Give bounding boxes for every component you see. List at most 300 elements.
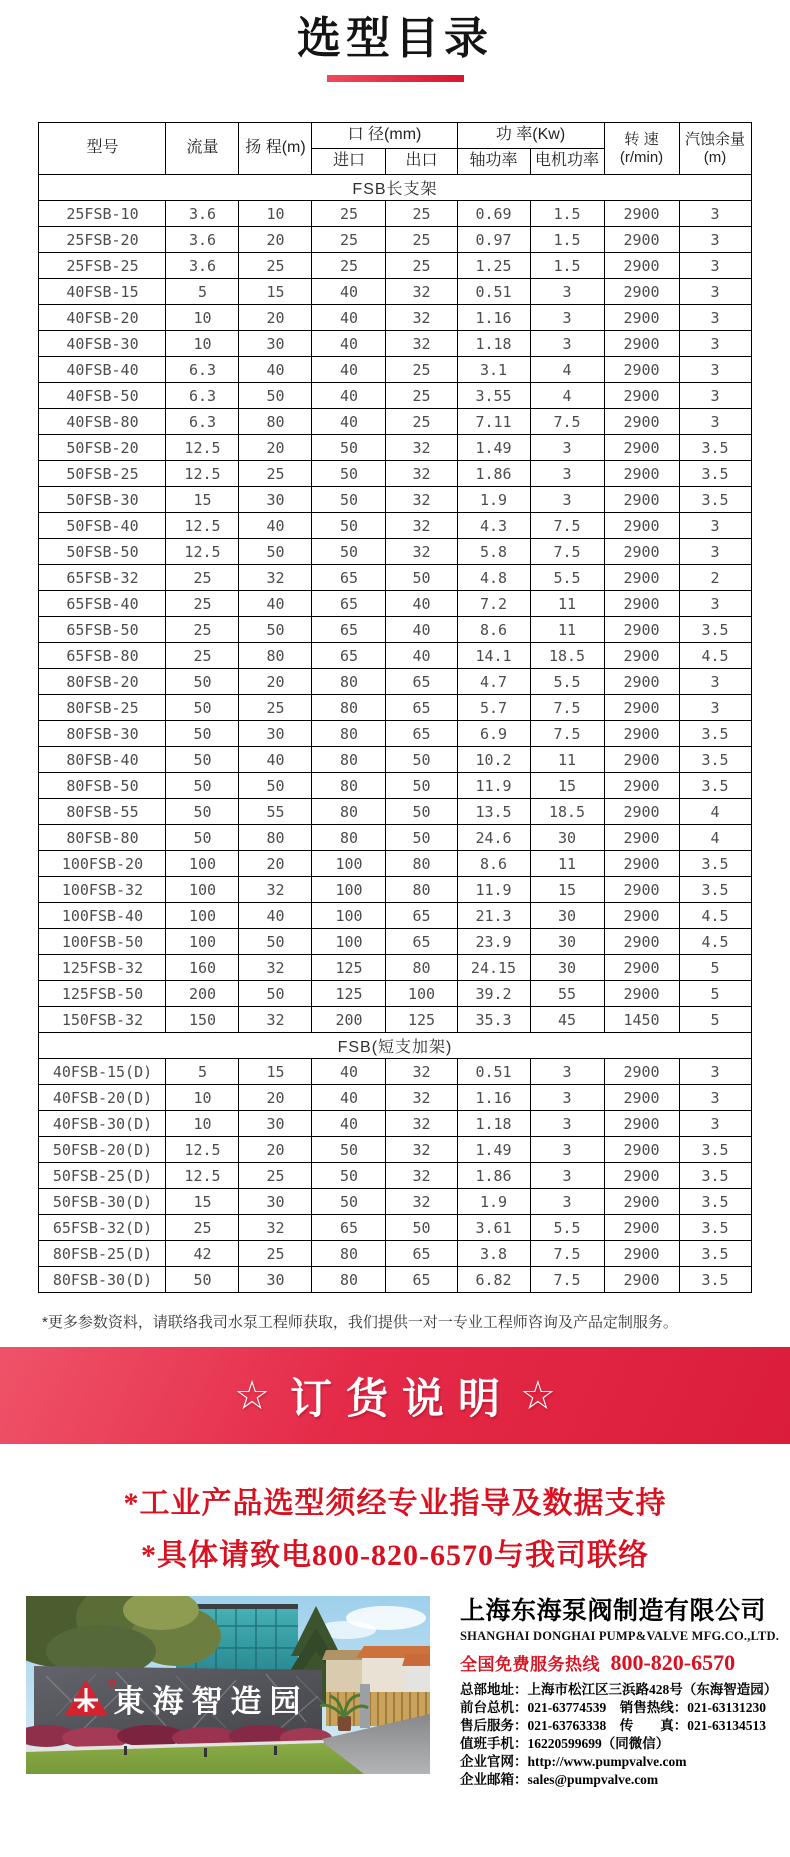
model-cell: 80FSB-25(D) [39,1241,166,1267]
value-cell: 50 [239,617,312,643]
value-cell: 3 [679,201,751,227]
value-cell: 40 [239,357,312,383]
value-cell: 3.1 [457,357,530,383]
model-cell: 65FSB-50 [39,617,166,643]
value-cell: 5 [679,981,751,1007]
value-cell: 2900 [604,929,679,955]
star-right-icon: ☆ [520,1373,556,1418]
model-cell: 100FSB-40 [39,903,166,929]
value-cell: 7.11 [457,409,530,435]
contact-line-mobile: 值班手机：16220599699（同微信） [460,1736,670,1751]
value-cell: 2900 [604,409,679,435]
value-cell: 10 [166,331,239,357]
contact-lines [460,1681,778,1789]
company-photo-illustration [26,1596,430,1774]
value-cell: 65 [386,721,457,747]
value-cell: 2900 [604,513,679,539]
value-cell: 50 [166,721,239,747]
value-cell: 25 [239,461,312,487]
value-cell: 3 [679,591,751,617]
value-cell: 80 [312,1241,386,1267]
value-cell: 80 [312,695,386,721]
value-cell: 4.5 [679,643,751,669]
value-cell: 2900 [604,1267,679,1293]
value-cell: 2900 [604,825,679,851]
value-cell: 3.55 [457,383,530,409]
value-cell: 7.5 [530,695,604,721]
value-cell: 100 [166,903,239,929]
model-cell: 80FSB-20 [39,669,166,695]
value-cell: 40 [312,1111,386,1137]
value-cell: 80 [312,1267,386,1293]
value-cell: 80 [312,773,386,799]
value-cell: 80 [386,877,457,903]
table-row [39,877,751,903]
value-cell: 3 [679,669,751,695]
value-cell: 80 [312,825,386,851]
value-cell: 1.49 [457,435,530,461]
value-cell: 3 [679,409,751,435]
value-cell: 7.5 [530,409,604,435]
value-cell: 1.16 [457,305,530,331]
value-cell: 20 [239,1137,312,1163]
value-cell: 40 [312,305,386,331]
value-cell: 1450 [604,1007,679,1033]
value-cell: 40 [239,591,312,617]
value-cell: 12.5 [166,1163,239,1189]
value-cell: 65 [312,565,386,591]
value-cell: 2900 [604,1241,679,1267]
value-cell: 1.49 [457,1137,530,1163]
value-cell: 1.5 [530,201,604,227]
value-cell: 100 [312,851,386,877]
value-cell: 40 [239,513,312,539]
value-cell: 2900 [604,851,679,877]
value-cell: 1.86 [457,1163,530,1189]
value-cell: 15 [166,487,239,513]
value-cell: 5 [166,279,239,305]
model-cell: 40FSB-15 [39,279,166,305]
table-row [39,279,751,305]
header-shaft-power: 轴功率 [457,149,530,175]
value-cell: 55 [530,981,604,1007]
value-cell: 0.51 [457,279,530,305]
value-cell: 1.18 [457,331,530,357]
value-cell: 2900 [604,903,679,929]
value-cell: 3 [679,695,751,721]
value-cell: 20 [239,851,312,877]
notice-line-1: *工业产品选型须经专业指导及数据支持 [123,1487,667,1520]
model-cell: 40FSB-20 [39,305,166,331]
table-row [39,409,751,435]
value-cell: 30 [239,1267,312,1293]
value-cell: 6.3 [166,409,239,435]
value-cell: 65 [312,617,386,643]
value-cell: 3 [530,1085,604,1111]
value-cell: 50 [166,773,239,799]
value-cell: 6.3 [166,383,239,409]
contact-line-phones-2: 售后服务：021-63763338 传 真：021-63134513 [460,1718,766,1733]
value-cell: 80 [239,643,312,669]
value-cell: 80 [239,409,312,435]
background-buildings [322,1646,430,1728]
value-cell: 2900 [604,227,679,253]
value-cell: 3.5 [679,461,751,487]
model-cell: 40FSB-15(D) [39,1059,166,1085]
value-cell: 80 [312,669,386,695]
model-cell: 100FSB-20 [39,851,166,877]
value-cell: 10 [166,1111,239,1137]
value-cell: 2900 [604,773,679,799]
value-cell: 4.8 [457,565,530,591]
value-cell: 12.5 [166,461,239,487]
table-row [39,1215,751,1241]
value-cell: 50 [239,981,312,1007]
value-cell: 100 [312,903,386,929]
contact-line-address: 总部地址：上海市松江区三浜路428号（东海智造园） [460,1682,778,1697]
value-cell: 80 [312,721,386,747]
value-cell: 32 [239,565,312,591]
value-cell: 13.5 [457,799,530,825]
table-row [39,747,751,773]
value-cell: 20 [239,1085,312,1111]
value-cell: 3.5 [679,487,751,513]
model-cell: 40FSB-50 [39,383,166,409]
value-cell: 40 [312,279,386,305]
header-power-group: 功 率(Kw) [457,123,604,149]
table-section-row [39,175,751,201]
value-cell: 40 [239,747,312,773]
value-cell: 4 [679,825,751,851]
table-body [39,175,751,1293]
value-cell: 4.5 [679,929,751,955]
table-row [39,1007,751,1033]
photo-sign-text: 東海智造园 [113,1684,309,1719]
value-cell: 23.9 [457,929,530,955]
value-cell: 2900 [604,877,679,903]
star-left-icon: ☆ [234,1373,270,1418]
value-cell: 25 [166,1215,239,1241]
value-cell: 1.9 [457,1189,530,1215]
value-cell: 3 [530,1163,604,1189]
value-cell: 3 [679,1059,751,1085]
value-cell: 15 [239,1059,312,1085]
value-cell: 32 [386,331,457,357]
value-cell: 7.5 [530,539,604,565]
value-cell: 40 [312,357,386,383]
value-cell: 40 [312,1085,386,1111]
value-cell: 25 [312,201,386,227]
value-cell: 3 [679,331,751,357]
model-cell: 65FSB-32 [39,565,166,591]
value-cell: 3.5 [679,1163,751,1189]
value-cell: 40 [312,409,386,435]
order-banner [0,1347,790,1444]
value-cell: 50 [312,1163,386,1189]
value-cell: 2900 [604,279,679,305]
hotline-number: 800-820-6570 [610,1650,736,1675]
value-cell: 50 [386,747,457,773]
value-cell: 32 [386,1137,457,1163]
table-row [39,695,751,721]
value-cell: 2900 [604,331,679,357]
model-cell: 125FSB-32 [39,955,166,981]
value-cell: 3 [530,331,604,357]
value-cell: 2900 [604,565,679,591]
value-cell: 21.3 [457,903,530,929]
value-cell: 3 [530,1189,604,1215]
value-cell: 50 [312,435,386,461]
value-cell: 2900 [604,435,679,461]
value-cell: 2900 [604,695,679,721]
value-cell: 100 [386,981,457,1007]
value-cell: 4.3 [457,513,530,539]
value-cell: 1.18 [457,1111,530,1137]
value-cell: 30 [530,903,604,929]
value-cell: 32 [386,435,457,461]
value-cell: 3.61 [457,1215,530,1241]
header-diameter-group: 口 径(mm) [312,123,457,149]
value-cell: 32 [386,487,457,513]
value-cell: 50 [166,747,239,773]
value-cell: 6.82 [457,1267,530,1293]
table-row [39,227,751,253]
value-cell: 30 [530,929,604,955]
table-row [39,773,751,799]
value-cell: 3 [530,1111,604,1137]
value-cell: 10.2 [457,747,530,773]
value-cell: 32 [386,513,457,539]
table-row [39,331,751,357]
value-cell: 5.5 [530,1215,604,1241]
model-cell: 40FSB-80 [39,409,166,435]
model-cell: 100FSB-50 [39,929,166,955]
value-cell: 25 [239,695,312,721]
value-cell: 32 [386,539,457,565]
value-cell: 5.5 [530,669,604,695]
value-cell: 3.5 [679,1215,751,1241]
value-cell: 0.51 [457,1059,530,1085]
value-cell: 3.6 [166,201,239,227]
model-cell: 65FSB-40 [39,591,166,617]
value-cell: 10 [166,305,239,331]
value-cell: 50 [312,461,386,487]
value-cell: 30 [239,1189,312,1215]
value-cell: 65 [386,669,457,695]
header-motor-power: 电机功率 [530,149,604,175]
value-cell: 4.7 [457,669,530,695]
model-cell: 65FSB-32(D) [39,1215,166,1241]
value-cell: 3 [679,227,751,253]
value-cell: 65 [386,1267,457,1293]
value-cell: 100 [166,929,239,955]
value-cell: 40 [312,1059,386,1085]
table-row [39,1059,751,1085]
value-cell: 3 [679,1111,751,1137]
value-cell: 15 [530,877,604,903]
value-cell: 25 [312,253,386,279]
value-cell: 200 [312,1007,386,1033]
value-cell: 2900 [604,799,679,825]
value-cell: 25 [239,253,312,279]
notice-line-2: *具体请致电800-820-6570与我司联络 [141,1539,649,1572]
table-row [39,981,751,1007]
value-cell: 35.3 [457,1007,530,1033]
value-cell: 2900 [604,747,679,773]
value-cell: 39.2 [457,981,530,1007]
model-cell: 25FSB-10 [39,201,166,227]
header-head: 扬 程(m) [239,123,312,175]
table-row [39,305,751,331]
value-cell: 200 [166,981,239,1007]
table-row [39,851,751,877]
value-cell: 24.15 [457,955,530,981]
value-cell: 32 [386,279,457,305]
value-cell: 1.9 [457,487,530,513]
value-cell: 1.86 [457,461,530,487]
value-cell: 40 [386,643,457,669]
model-cell: 25FSB-25 [39,253,166,279]
value-cell: 30 [530,955,604,981]
value-cell: 2900 [604,617,679,643]
value-cell: 3 [530,305,604,331]
value-cell: 65 [386,695,457,721]
value-cell: 7.2 [457,591,530,617]
table-section-label: FSB长支架 [39,175,751,201]
value-cell: 3.8 [457,1241,530,1267]
value-cell: 7.5 [530,1267,604,1293]
value-cell: 80 [386,851,457,877]
value-cell: 25 [386,409,457,435]
value-cell: 125 [312,981,386,1007]
value-cell: 2900 [604,305,679,331]
value-cell: 65 [386,1241,457,1267]
value-cell: 80 [312,799,386,825]
value-cell: 50 [239,383,312,409]
value-cell: 8.6 [457,851,530,877]
value-cell: 42 [166,1241,239,1267]
model-cell: 50FSB-25(D) [39,1163,166,1189]
header-npsh [679,123,751,175]
value-cell: 7.5 [530,721,604,747]
value-cell: 50 [312,1189,386,1215]
model-cell: 80FSB-50 [39,773,166,799]
value-cell: 65 [312,591,386,617]
value-cell: 2900 [604,981,679,1007]
value-cell: 3 [679,1085,751,1111]
header-npsh-line1: 汽蚀余量 [684,131,745,149]
value-cell: 50 [312,539,386,565]
value-cell: 3.5 [679,747,751,773]
value-cell: 11 [530,591,604,617]
value-cell: 50 [166,669,239,695]
value-cell: 50 [386,1215,457,1241]
value-cell: 11.9 [457,877,530,903]
value-cell: 12.5 [166,1137,239,1163]
model-cell: 40FSB-20(D) [39,1085,166,1111]
table-section-row [39,1033,751,1059]
table-row [39,1111,751,1137]
value-cell: 4 [530,383,604,409]
page-title: 选型目录 [297,14,493,63]
value-cell: 1.25 [457,253,530,279]
value-cell: 32 [386,1059,457,1085]
table-row [39,1163,751,1189]
value-cell: 3 [530,487,604,513]
value-cell: 2900 [604,201,679,227]
contact-line-website: 企业官网：http://www.pumpvalve.com [460,1754,687,1769]
value-cell: 3 [679,513,751,539]
value-cell: 2900 [604,591,679,617]
value-cell: 50 [166,1267,239,1293]
model-cell: 80FSB-55 [39,799,166,825]
header-inlet: 进口 [312,149,386,175]
value-cell: 3 [679,357,751,383]
value-cell: 40 [312,331,386,357]
value-cell: 3.5 [679,1189,751,1215]
value-cell: 3.5 [679,877,751,903]
value-cell: 25 [386,253,457,279]
model-cell: 40FSB-30(D) [39,1111,166,1137]
value-cell: 3 [679,539,751,565]
table-row [39,487,751,513]
value-cell: 50 [166,799,239,825]
value-cell: 80 [386,955,457,981]
value-cell: 45 [530,1007,604,1033]
value-cell: 5.8 [457,539,530,565]
table-row [39,799,751,825]
value-cell: 12.5 [166,435,239,461]
value-cell: 32 [386,1163,457,1189]
model-cell: 65FSB-80 [39,643,166,669]
header-flow: 流量 [166,123,239,175]
value-cell: 20 [239,305,312,331]
value-cell: 18.5 [530,799,604,825]
model-cell: 50FSB-25 [39,461,166,487]
model-cell: 80FSB-30(D) [39,1267,166,1293]
value-cell: 5.5 [530,565,604,591]
table-row [39,565,751,591]
value-cell: 25 [166,643,239,669]
value-cell: 32 [386,461,457,487]
value-cell: 3 [679,253,751,279]
footer [0,1596,790,1789]
value-cell: 50 [312,487,386,513]
value-cell: 2900 [604,1215,679,1241]
value-cell: 3 [530,461,604,487]
value-cell: 2900 [604,487,679,513]
header-speed [604,123,679,175]
value-cell: 32 [239,877,312,903]
table-row [39,669,751,695]
value-cell: 15 [239,279,312,305]
value-cell: 5 [166,1059,239,1085]
value-cell: 7.5 [530,1241,604,1267]
model-cell: 150FSB-32 [39,1007,166,1033]
table-section-label: FSB(短支加架) [39,1033,751,1059]
value-cell: 2900 [604,1111,679,1137]
model-cell: 50FSB-20(D) [39,1137,166,1163]
value-cell: 3.5 [679,721,751,747]
value-cell: 15 [530,773,604,799]
value-cell: 2900 [604,1137,679,1163]
model-cell: 80FSB-25 [39,695,166,721]
header-outlet: 出口 [386,149,457,175]
value-cell: 2900 [604,1163,679,1189]
table-row [39,383,751,409]
value-cell: 32 [239,1007,312,1033]
value-cell: 50 [312,1137,386,1163]
